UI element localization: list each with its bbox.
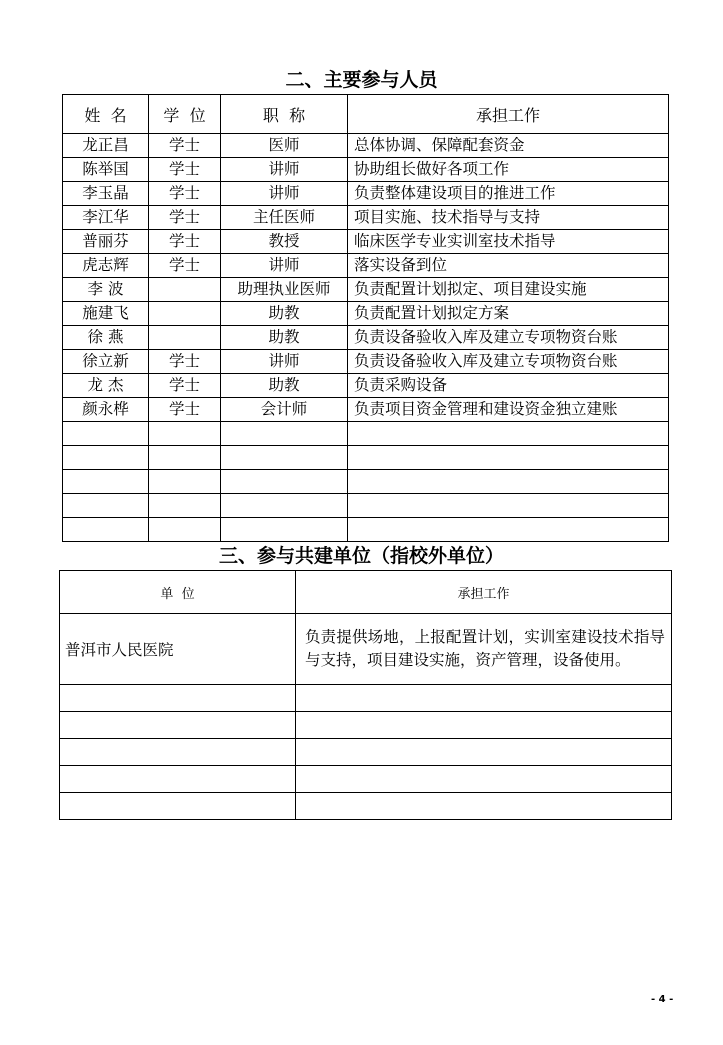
cell-degree: 学士 xyxy=(149,182,221,206)
empty-row xyxy=(60,766,672,793)
cell-duty: 协助组长做好各项工作 xyxy=(348,158,669,182)
cell-name: 徐 燕 xyxy=(63,326,149,350)
empty-cell xyxy=(63,518,149,542)
empty-cell xyxy=(149,446,221,470)
empty-cell xyxy=(60,793,296,820)
cell-duty: 总体协调、保障配套资金 xyxy=(348,134,669,158)
cell-name: 李 波 xyxy=(63,278,149,302)
empty-cell xyxy=(149,470,221,494)
empty-cell xyxy=(63,494,149,518)
empty-row xyxy=(63,470,669,494)
cell-title: 助教 xyxy=(221,374,348,398)
personnel-header-row xyxy=(63,95,669,134)
cell-duty: 负责设备验收入库及建立专项物资台账 xyxy=(348,350,669,374)
units-table xyxy=(59,570,672,820)
cell-name: 徐立新 xyxy=(63,350,149,374)
empty-row xyxy=(60,793,672,820)
cell-title: 助教 xyxy=(221,326,348,350)
cell-title: 主任医师 xyxy=(221,206,348,230)
empty-cell xyxy=(221,422,348,446)
empty-row xyxy=(60,739,672,766)
cell-title: 讲师 xyxy=(221,350,348,374)
empty-cell xyxy=(296,766,672,793)
cell-title: 医师 xyxy=(221,134,348,158)
section-title-units: 三、参与共建单位（指校外单位） xyxy=(218,545,504,567)
table-row xyxy=(63,374,669,398)
table-row xyxy=(63,134,669,158)
header-name: 姓 名 xyxy=(63,95,149,134)
empty-cell xyxy=(348,422,669,446)
cell-duty: 负责采购设备 xyxy=(348,374,669,398)
empty-row xyxy=(63,422,669,446)
empty-cell xyxy=(60,712,296,739)
empty-cell xyxy=(149,518,221,542)
cell-degree: 学士 xyxy=(149,350,221,374)
empty-row xyxy=(63,446,669,470)
page-number: - 4 - xyxy=(651,994,674,1005)
cell-name: 虎志辉 xyxy=(63,254,149,278)
cell-unit: 普洱市人民医院 xyxy=(60,614,296,685)
cell-degree xyxy=(149,326,221,350)
table-row xyxy=(63,182,669,206)
cell-duty: 负责整体建设项目的推进工作 xyxy=(348,182,669,206)
cell-degree: 学士 xyxy=(149,254,221,278)
empty-cell xyxy=(348,518,669,542)
cell-duty: 负责设备验收入库及建立专项物资台账 xyxy=(348,326,669,350)
empty-cell xyxy=(348,494,669,518)
table-row xyxy=(63,254,669,278)
units-header-row xyxy=(60,571,672,614)
empty-cell xyxy=(296,712,672,739)
table-row xyxy=(60,614,672,685)
header-unit: 单 位 xyxy=(60,571,296,614)
header-unit-duty: 承担工作 xyxy=(296,571,672,614)
empty-cell xyxy=(63,446,149,470)
empty-row xyxy=(60,712,672,739)
cell-duty: 负责配置计划拟定、项目建设实施 xyxy=(348,278,669,302)
cell-name: 龙 杰 xyxy=(63,374,149,398)
table-row xyxy=(63,230,669,254)
empty-cell xyxy=(149,422,221,446)
empty-cell xyxy=(60,766,296,793)
table-row xyxy=(63,158,669,182)
empty-cell xyxy=(348,446,669,470)
personnel-table xyxy=(62,94,669,542)
cell-degree xyxy=(149,302,221,326)
cell-title: 讲师 xyxy=(221,254,348,278)
cell-degree: 学士 xyxy=(149,134,221,158)
empty-cell xyxy=(60,685,296,712)
cell-title: 讲师 xyxy=(221,158,348,182)
empty-cell xyxy=(60,739,296,766)
cell-duty: 负责项目资金管理和建设资金独立建账 xyxy=(348,398,669,422)
header-duty: 承担工作 xyxy=(348,95,669,134)
table-row xyxy=(63,302,669,326)
empty-cell xyxy=(296,793,672,820)
empty-cell xyxy=(348,470,669,494)
cell-duty: 临床医学专业实训室技术指导 xyxy=(348,230,669,254)
cell-degree: 学士 xyxy=(149,206,221,230)
cell-degree: 学士 xyxy=(149,230,221,254)
empty-cell xyxy=(221,494,348,518)
empty-cell xyxy=(221,518,348,542)
cell-title: 助理执业医师 xyxy=(221,278,348,302)
header-title: 职 称 xyxy=(221,95,348,134)
section-title-personnel: 二、主要参与人员 xyxy=(285,69,438,91)
cell-degree: 学士 xyxy=(149,158,221,182)
table-row xyxy=(63,278,669,302)
cell-name: 陈举国 xyxy=(63,158,149,182)
empty-row xyxy=(60,685,672,712)
cell-unit-duty: 负责提供场地，上报配置计划，实训室建设技术指导与支持，项目建设实施，资产管理，设备使用。 xyxy=(296,614,672,685)
empty-cell xyxy=(63,422,149,446)
empty-row xyxy=(63,518,669,542)
header-degree: 学 位 xyxy=(149,95,221,134)
table-row xyxy=(63,326,669,350)
cell-degree xyxy=(149,278,221,302)
cell-title: 教授 xyxy=(221,230,348,254)
table-row xyxy=(63,350,669,374)
cell-title: 会计师 xyxy=(221,398,348,422)
cell-degree: 学士 xyxy=(149,374,221,398)
cell-name: 李江华 xyxy=(63,206,149,230)
cell-name: 李玉晶 xyxy=(63,182,149,206)
cell-name: 龙正昌 xyxy=(63,134,149,158)
empty-cell xyxy=(296,685,672,712)
cell-name: 颜永桦 xyxy=(63,398,149,422)
empty-cell xyxy=(149,494,221,518)
cell-duty: 负责配置计划拟定方案 xyxy=(348,302,669,326)
cell-name: 施建飞 xyxy=(63,302,149,326)
empty-row xyxy=(63,494,669,518)
cell-degree: 学士 xyxy=(149,398,221,422)
cell-duty: 项目实施、技术指导与支持 xyxy=(348,206,669,230)
cell-title: 助教 xyxy=(221,302,348,326)
empty-cell xyxy=(296,739,672,766)
table-row xyxy=(63,206,669,230)
cell-title: 讲师 xyxy=(221,182,348,206)
cell-name: 普丽芬 xyxy=(63,230,149,254)
empty-cell xyxy=(63,470,149,494)
cell-duty: 落实设备到位 xyxy=(348,254,669,278)
table-row xyxy=(63,398,669,422)
empty-cell xyxy=(221,470,348,494)
empty-cell xyxy=(221,446,348,470)
